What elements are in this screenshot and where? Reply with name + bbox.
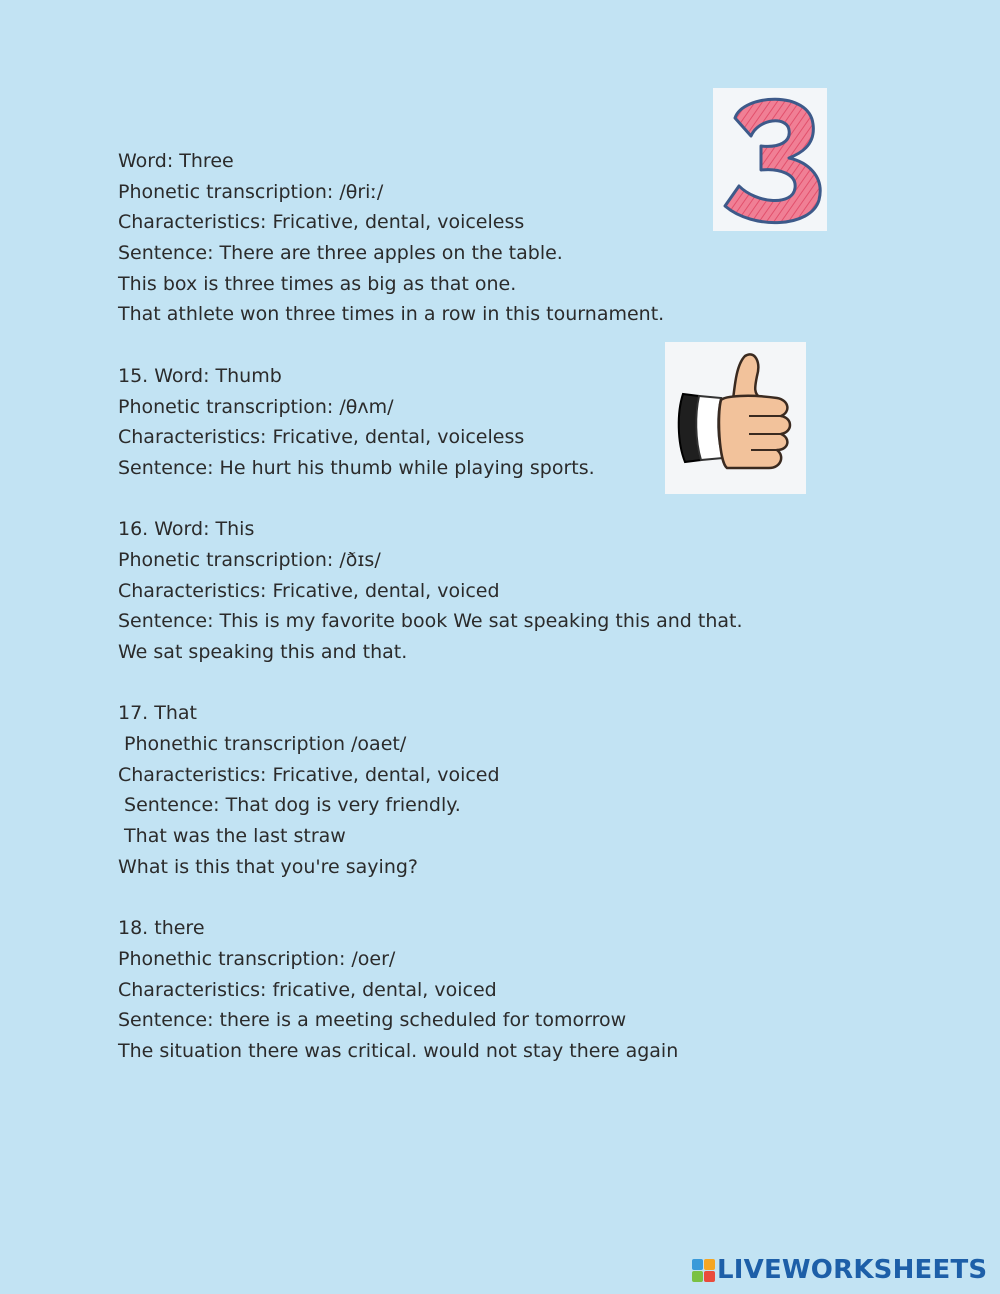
entry-line: Phonethic transcription /oaet/	[118, 733, 407, 756]
entry-line: Sentence: There are three apples on the table.	[118, 242, 563, 265]
liveworksheets-logo[interactable]	[692, 1253, 987, 1287]
logo-squares-icon	[692, 1259, 715, 1282]
spacer	[118, 883, 878, 914]
logo-square	[692, 1271, 703, 1282]
entry-line: That was the last straw	[118, 825, 346, 848]
entry-line: Characteristics: Fricative, dental, voiceless	[118, 211, 525, 234]
entry-line: Word: Three	[118, 150, 234, 172]
entry-line: Phonethic transcription: /oer/	[118, 947, 396, 970]
entry-line: 16. Word: This	[118, 518, 255, 541]
entry-that	[118, 698, 878, 882]
entry-line: 18. there	[118, 917, 205, 940]
worksheet-content	[118, 146, 878, 1067]
logo-square	[704, 1259, 715, 1270]
entry-line: Sentence: He hurt his thumb while playing sports.	[118, 456, 595, 479]
entry-line: Sentence: That dog is very friendly.	[118, 794, 461, 817]
logo-square	[704, 1271, 715, 1282]
entry-line: 15. Word: Thumb	[118, 364, 282, 387]
entry-line: Characteristics: fricative, dental, voiced	[118, 978, 497, 1001]
number-three-illustration	[713, 88, 827, 231]
entry-this	[118, 514, 878, 667]
entry-line: That athlete won three times in a row in this tournament.	[118, 303, 665, 326]
entry-line: This box is three times as big as that one.	[118, 272, 517, 295]
entry-line: We sat speaking this and that.	[118, 641, 408, 663]
entry-line: Phonetic transcription: /θriː/	[118, 180, 384, 203]
entry-line: Characteristics: Fricative, dental, voiced	[118, 763, 500, 786]
entry-line: Characteristics: Fricative, dental, voiceless	[118, 426, 525, 449]
entry-line: What is this that you're saying?	[118, 855, 419, 878]
entry-line: The situation there was critical. would not stay there again	[118, 1039, 679, 1062]
entry-there	[118, 913, 878, 1066]
entry-line: Phonetic transcription: /ðɪs/	[118, 548, 381, 571]
logo-text: LIVEWORKSHEETS	[717, 1255, 988, 1285]
thumbs-up-illustration	[665, 342, 806, 494]
entry-line: Phonetic transcription: /θʌm/	[118, 395, 394, 418]
logo-square	[692, 1259, 703, 1270]
entry-line: Characteristics: Fricative, dental, voiced	[118, 579, 500, 602]
entry-line: Sentence: there is a meeting scheduled for tomorrow	[118, 1009, 627, 1032]
entry-line: Sentence: This is my favorite book We sat speaking this and that.	[118, 610, 743, 633]
entry-line: 17. That	[118, 702, 197, 725]
spacer	[118, 668, 878, 699]
